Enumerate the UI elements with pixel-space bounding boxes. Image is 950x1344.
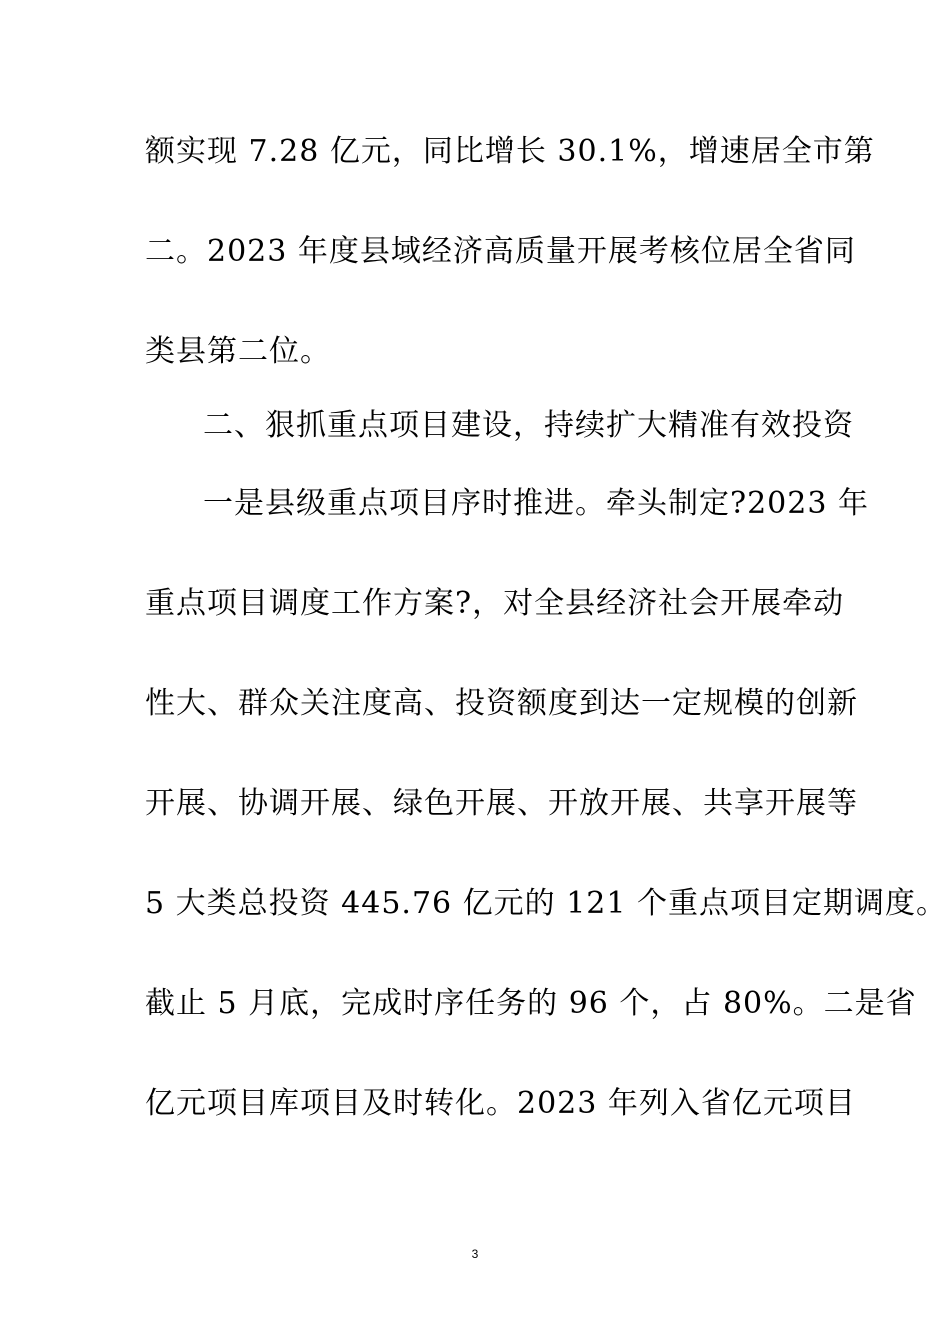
paragraph-line-11: 亿元项目库项目及时转化。2023 年列入省亿元项目 (145, 1086, 856, 1121)
paragraph-line-3: 类县第二位。 (145, 334, 331, 369)
paragraph-line-9: 5 大类总投资 445.76 亿元的 121 个重点项目定期调度。 (145, 886, 947, 921)
paragraph-line-7: 性大、群众关注度高、投资额度到达一定规模的创新 (145, 686, 858, 721)
page-number: 3 (471, 1247, 479, 1261)
paragraph-line-10: 截止 5 月底，完成时序任务的 96 个，占 80%。二是省 (145, 986, 917, 1021)
paragraph-line-1: 额实现 7.28 亿元，同比增长 30.1%，增速居全市第 (145, 134, 875, 169)
paragraph-line-6: 重点项目调度工作方案?，对全县经济社会开展牵动 (145, 586, 845, 621)
paragraph-line-2: 二。2023 年度县域经济高质量开展考核位居全省同 (145, 234, 856, 269)
paragraph-line-5: 一是县级重点项目序时推进。牵头制定?2023 年 (203, 486, 869, 521)
paragraph-line-8: 开展、协调开展、绿色开展、开放开展、共享开展等 (145, 786, 858, 821)
section-heading: 二、狠抓重点项目建设，持续扩大精准有效投资 (203, 408, 854, 443)
